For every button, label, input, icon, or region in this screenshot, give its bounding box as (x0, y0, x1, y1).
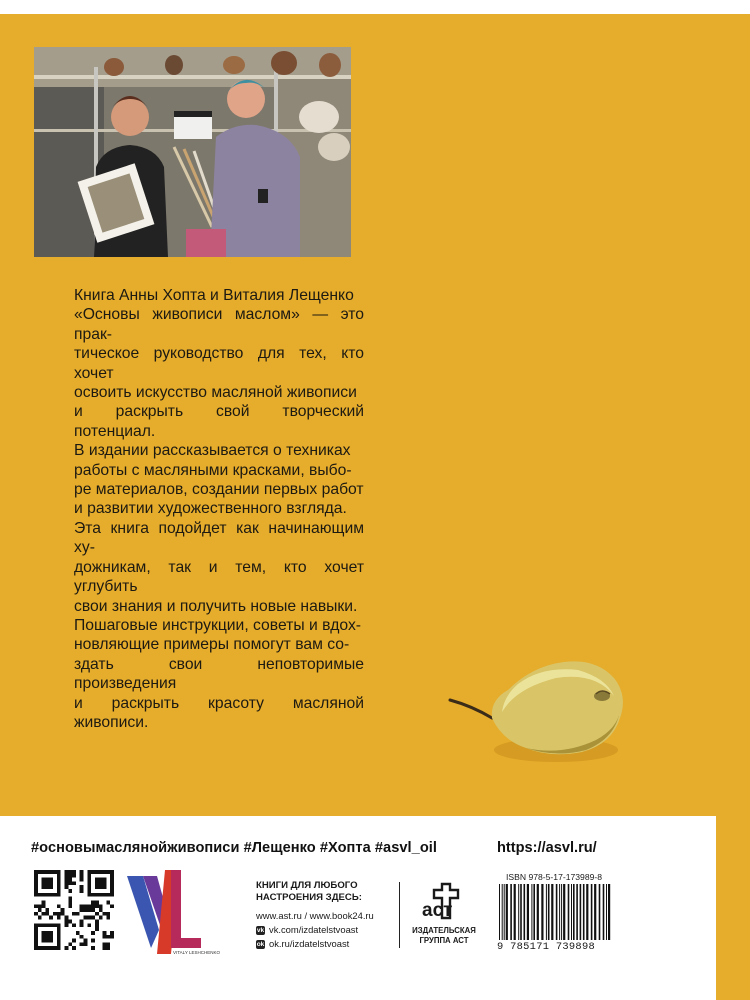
books-heading: КНИГИ ДЛЯ ЛЮБОГО НАСТРОЕНИЯ ЗДЕСЬ: (256, 880, 362, 903)
vk-icon: vk (256, 926, 265, 934)
barcode-digits: 9 785171 739898 (497, 941, 596, 953)
books-block (256, 880, 396, 951)
link-ast[interactable]: www.ast.ru / www.book24.ru (256, 910, 374, 921)
isbn-label: ISBN 978-5-17-173989-8 (506, 872, 603, 882)
ast-logo-icon (412, 882, 476, 926)
svg-text:аст: аст (422, 900, 453, 921)
qr-code-icon[interactable] (34, 870, 114, 950)
authors-photo (34, 47, 351, 257)
vl-logo-icon (127, 868, 221, 956)
link-ok[interactable]: ok ok.ru/izdatelstvoast (256, 938, 350, 949)
svg-text:VITALY LESHCHENKO: VITALY LESHCHENKO (173, 950, 221, 955)
publisher-name: ИЗДАТЕЛЬСКАЯ ГРУППА АСТ (412, 926, 476, 945)
ok-icon: ok (256, 940, 265, 948)
book-description: Книга Анны Хопта и Виталия Лещенко «Основы живописи маслом» — это прак- тическое руководство для тех, кто хочет освоить искусство масляной живописи и раскрыть свой творческий потенциал. В издании рассказывается о техниках работы с масляными красками, выбо- ре материалов, создании первых работ и развитии художественного взгляда. Эта книга подойдет как начинающим ху- дожникам, так и тем, кто хочет углубить свои знания и получить новые навыки. Пошаговые инструкции, советы и вдох- новляющие примеры помогут вам со- здать свои неповторимые произведения и раскрыть красоту масляной живописи. (74, 287, 364, 731)
barcode-icon (497, 884, 613, 942)
pear-illustration (446, 648, 636, 768)
footer-divider (399, 882, 400, 948)
publisher-url[interactable]: https://asvl.ru/ (497, 840, 597, 856)
link-vk[interactable]: vk vk.com/izdatelstvoast (256, 924, 359, 935)
hashtags: #основымаслянойживописи #Лещенко #Хопта #asvl_oil (31, 840, 437, 856)
